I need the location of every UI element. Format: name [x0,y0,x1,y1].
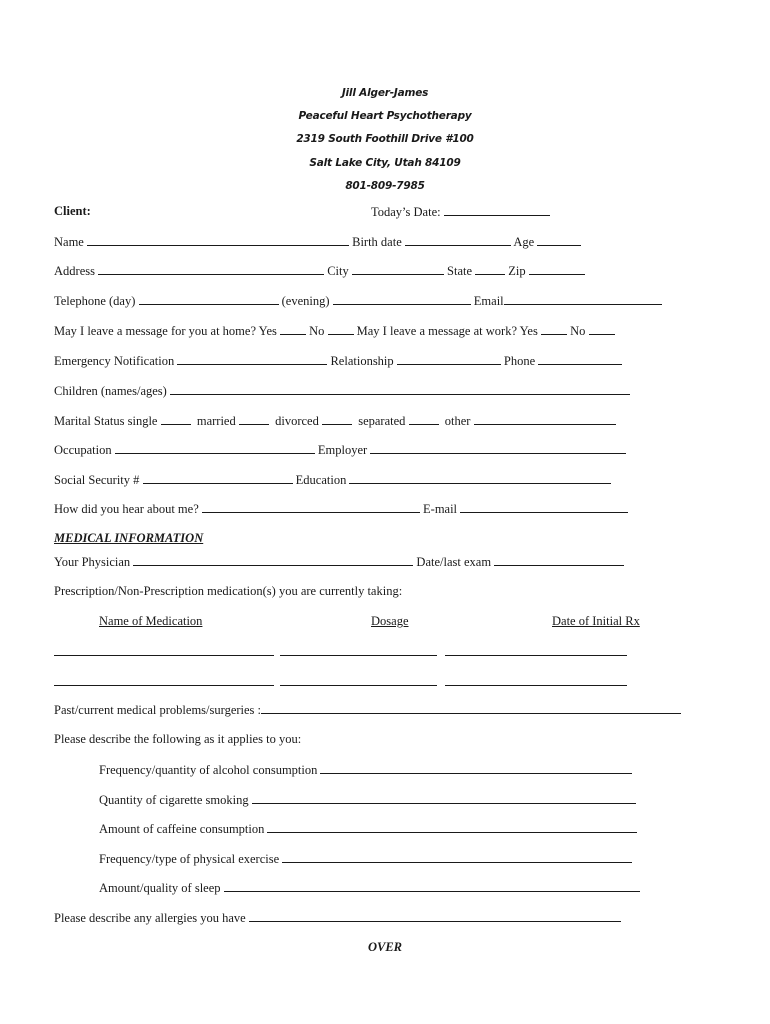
hear-about-label: How did you hear about me? [54,502,199,516]
emergency-label: Emergency Notification [54,354,175,368]
caffeine-row [99,821,637,837]
physician-label: Your Physician [54,555,131,569]
med1-date-field[interactable] [445,655,627,656]
todays-date-label: Today’s Date: [371,205,441,219]
problems-field[interactable] [261,702,681,714]
name-row [54,234,581,250]
msg-work-yes-field[interactable] [541,323,567,335]
address-row [54,263,585,279]
birth-date-label: Birth date [352,235,402,249]
children-field[interactable] [170,383,630,395]
practice-phone: 801-809-7985 [345,180,425,192]
email2-label: E-mail [423,502,458,516]
name-label: Name [54,235,84,249]
married-field[interactable] [239,413,269,425]
telephone-day-field[interactable] [139,293,279,305]
separated-field[interactable] [409,413,439,425]
allergies-label: Please describe any allergies you have [54,911,246,925]
message-row [54,323,615,339]
last-exam-field[interactable] [494,554,624,566]
emergency-field[interactable] [177,353,327,365]
evening-label: (evening) [281,294,330,308]
med1-dosage-field[interactable] [280,655,437,656]
divorced-field[interactable] [322,413,352,425]
problems-label: Past/current medical problems/surgeries : [54,703,262,717]
education-field[interactable] [349,472,611,484]
todays-date-field[interactable] [444,204,550,216]
phone-label: Phone [503,354,536,368]
relationship-label: Relationship [330,354,394,368]
physician-row [54,554,624,570]
cigarette-label: Quantity of cigarette smoking [99,793,249,807]
allergies-field[interactable] [249,910,621,922]
city-label: City [327,264,349,278]
children-row [54,383,630,399]
msg-home-yes-field[interactable] [280,323,306,335]
alcohol-label: Frequency/quantity of alcohol consumption [99,763,318,777]
alcohol-row [99,762,632,778]
employer-label: Employer [317,443,368,457]
sleep-field[interactable] [224,880,640,892]
city-field[interactable] [352,263,444,275]
physician-field[interactable] [133,554,413,566]
phone-field[interactable] [538,353,622,365]
telephone-day-label: Telephone (day) [54,294,136,308]
marital-row [54,413,616,429]
client-label: Client: [54,204,91,218]
cigarette-field[interactable] [252,792,636,804]
marital-single-label: Marital Status single [54,414,158,428]
msg-home-no-label: No [309,324,325,338]
med2-date-field[interactable] [445,685,627,686]
birth-date-field[interactable] [405,234,511,246]
todays-date-row [371,204,550,220]
divorced-label: divorced [275,414,319,428]
education-label: Education [295,473,347,487]
med2-dosage-field[interactable] [280,685,437,686]
emergency-row [54,353,622,369]
practice-name: Peaceful Heart Psychotherapy [298,110,472,122]
meds-prompt: Prescription/Non-Prescription medication(s) you are currently taking: [54,584,403,598]
alcohol-field[interactable] [320,762,632,774]
med2-name-field[interactable] [54,685,274,686]
state-field[interactable] [475,263,505,275]
employer-field[interactable] [370,442,626,454]
occupation-label: Occupation [54,443,112,457]
ssn-label: Social Security # [54,473,140,487]
medical-heading: MEDICAL INFORMATION [54,531,204,545]
describe-prompt: Please describe the following as it applies to you: [54,732,302,746]
therapist-name: Jill Alger-James [341,87,429,99]
sleep-row [99,880,640,896]
telephone-evening-field[interactable] [333,293,471,305]
separated-label: separated [358,414,406,428]
caffeine-label: Amount of caffeine consumption [99,822,265,836]
occupation-field[interactable] [115,442,315,454]
occupation-row [54,442,626,458]
practice-city: Salt Lake City, Utah 84109 [309,157,461,169]
address-field[interactable] [98,263,324,275]
msg-work-no-field[interactable] [589,323,615,335]
age-label: Age [513,235,535,249]
ssn-field[interactable] [143,472,293,484]
msg-home-label: May I leave a message for you at home? Yes [54,324,277,338]
zip-field[interactable] [529,263,585,275]
msg-work-no-label: No [570,324,586,338]
msg-work-label: May I leave a message at work? Yes [356,324,538,338]
med1-name-field[interactable] [54,655,274,656]
age-field[interactable] [537,234,581,246]
col-dosage: Dosage [371,614,409,628]
name-field[interactable] [87,234,349,246]
email-field[interactable] [504,293,662,305]
last-exam-label: Date/last exam [416,555,492,569]
exercise-field[interactable] [282,851,632,863]
other-field[interactable] [474,413,616,425]
email-label: Email [473,294,504,308]
hear-about-field[interactable] [202,501,420,513]
married-label: married [196,414,236,428]
practice-street: 2319 South Foothill Drive #100 [296,133,474,145]
single-field[interactable] [161,413,191,425]
msg-home-no-field[interactable] [328,323,354,335]
sleep-label: Amount/quality of sleep [99,881,221,895]
over-footer: OVER [367,940,403,954]
caffeine-field[interactable] [267,821,637,833]
children-label: Children (names/ages) [54,384,167,398]
col-name-of-medication: Name of Medication [99,614,203,628]
state-label: State [447,264,473,278]
relationship-field[interactable] [397,353,501,365]
ssn-row [54,472,611,488]
exercise-label: Frequency/type of physical exercise [99,852,280,866]
zip-label: Zip [508,264,526,278]
exercise-row [99,851,632,867]
other-label: other [444,414,471,428]
col-date-initial-rx: Date of Initial Rx [552,614,640,628]
problems-row [54,702,681,718]
email2-field[interactable] [460,501,628,513]
telephone-row [54,293,662,309]
hear-about-row [54,501,628,517]
cigarette-row [99,792,636,808]
address-label: Address [54,264,95,278]
allergies-row [54,910,621,926]
